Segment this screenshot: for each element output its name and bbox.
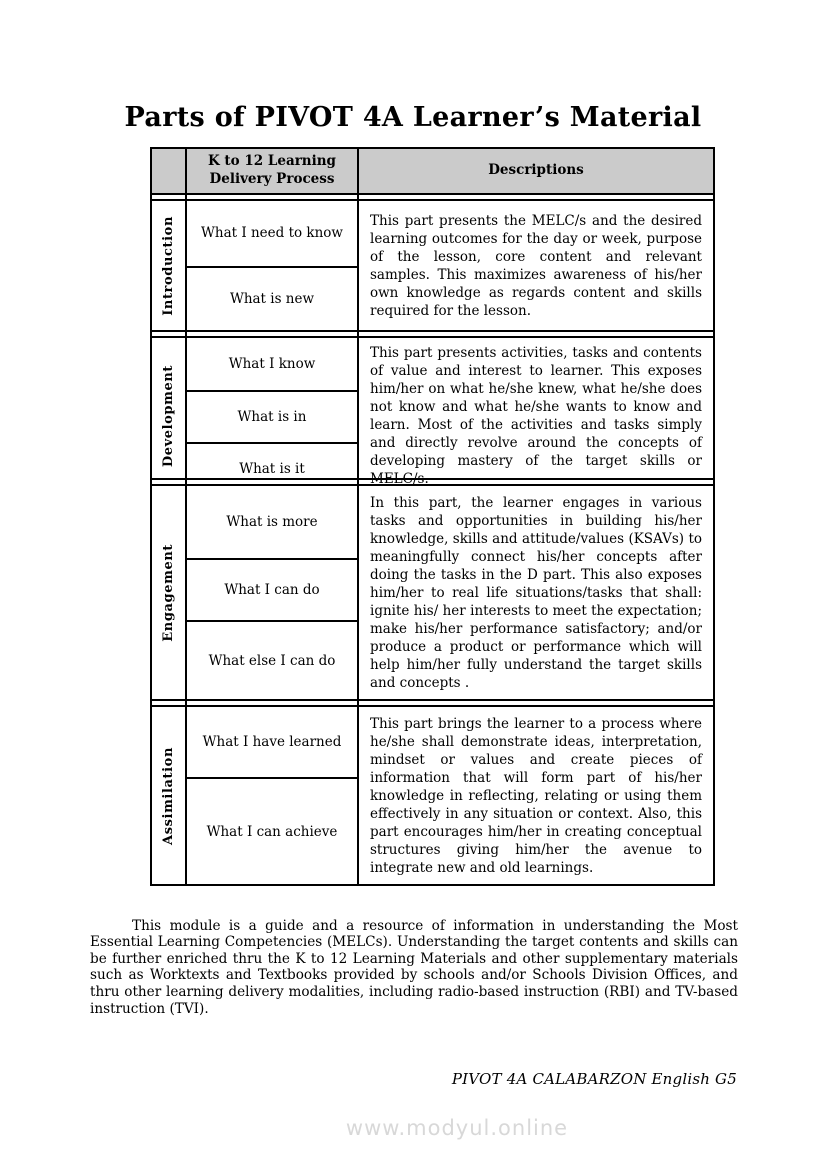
process-label: What I need to know (201, 225, 343, 242)
row-group-spacer (150, 480, 715, 484)
spacer-cell (359, 480, 713, 484)
group-row-development (150, 336, 715, 487)
process-table (150, 147, 715, 886)
process-column (187, 707, 359, 884)
process-cell (187, 777, 357, 884)
spacer-cell (152, 701, 187, 705)
process-column (187, 486, 359, 699)
process-label: What is in (237, 409, 307, 425)
category-cell (152, 201, 187, 330)
process-cell (187, 486, 357, 558)
watermark-text: www.modyul.online (345, 1116, 569, 1140)
process-label: What is more (226, 514, 318, 530)
description-text: This part brings the learner to a process where he/she shall demonstrate ideas, interpretation, mindset or values and create pieces of information that will form part of his/her knowledge in reflecting, relating or using them effectively in any situation or context. Also, this part encourages him/her in creating conceptual structures giving him/her the avenue to integrate new and old learnings. (370, 715, 702, 876)
spacer-cell (187, 332, 359, 336)
process-cell (187, 201, 357, 266)
category-label: Assimilation (161, 746, 176, 845)
spacer-cell (359, 332, 713, 336)
spacer-cell (359, 701, 713, 705)
process-cell (187, 338, 357, 390)
description-cell (359, 707, 713, 884)
spacer-cell (152, 195, 187, 199)
spacer-cell (187, 195, 359, 199)
spacer-cell (152, 332, 187, 336)
description-cell (359, 486, 713, 699)
process-label: What I know (228, 356, 316, 372)
table-header-row (150, 147, 715, 195)
description-text: This part presents the MELC/s and the desired learning outcomes for the day or week, purpose of the lesson, core content and relevant samples. This maximizes awareness of his/her own knowledge as regards content and skills required for the lesson. (370, 212, 702, 319)
row-group-spacer (150, 195, 715, 199)
process-label: What I have learned (202, 734, 342, 750)
header-cell-category (152, 149, 187, 193)
spacer-cell (187, 701, 359, 705)
row-group-spacer (150, 332, 715, 336)
process-label: What is it (239, 461, 305, 477)
group-row-assimilation (150, 705, 715, 886)
module-paragraph: This module is a guide and a resource of information in understanding the Most Essential Learning Competencies (MELCs). Understanding the target contents and skills can be further enriched thru the K to 12 Learning Materials and other supplementary materials such as Worktexts and Textbooks provided by schools and/or Schools Division Offices, and thru other learning delivery modalities, including radio-based instruction (RBI) and TV-based instruction (TVI). (90, 917, 738, 1017)
page-title: Parts of PIVOT 4A Learner’s Material (124, 102, 702, 133)
process-column (187, 201, 359, 330)
category-label: Engagement (161, 543, 176, 642)
description-cell (359, 201, 713, 330)
header-cell-descriptions: Descriptions (488, 162, 584, 179)
description-cell (359, 338, 713, 494)
spacer-cell (187, 480, 359, 484)
spacer-cell (359, 195, 713, 199)
row-group-spacer (150, 701, 715, 705)
process-cell (187, 266, 357, 331)
description-text: This part presents activities, tasks and contents of value and interest to learner. This exposes him/her on what he/she knew, what he/she does not know and what he/she wants to know and learn. Most of the activities and tasks simply and directly revolve around the concepts of developing mastery of the target skills or MELC/s. (370, 345, 702, 487)
process-cell (187, 620, 357, 699)
process-cell (187, 390, 357, 442)
group-row-introduction (150, 199, 715, 332)
table-body (150, 195, 715, 886)
category-label: Introduction (161, 215, 176, 316)
category-label: Development (161, 364, 176, 468)
process-cell (187, 558, 357, 620)
process-label: What is new (229, 290, 315, 307)
group-row-engagement (150, 484, 715, 701)
category-cell (152, 338, 187, 494)
process-column (187, 338, 359, 494)
footer-text: PIVOT 4A CALABARZON English G5 (451, 1070, 737, 1088)
spacer-cell (152, 480, 187, 484)
category-cell (152, 486, 187, 699)
process-label: What I can do (224, 582, 320, 598)
header-cell-process: K to 12 Learning Delivery Process (187, 149, 359, 193)
process-label: What I can achieve (206, 823, 338, 840)
category-cell (152, 707, 187, 884)
process-cell (187, 707, 357, 777)
description-text: In this part, the learner engages in various tasks and opportunities in building his/her knowledge, skills and attitude/values (KSAVs) to meaningfully connect his/her concepts after doing the tasks in the D part. This also exposes him/her to real life situations/tasks that shall: ignite his/ her interests to meet the expectation; make his/her performance satisfactory; and/or produce a product or performance which will help him/her fully understand the target skills and concepts . (370, 494, 702, 691)
process-label: What else I can do (208, 652, 336, 669)
